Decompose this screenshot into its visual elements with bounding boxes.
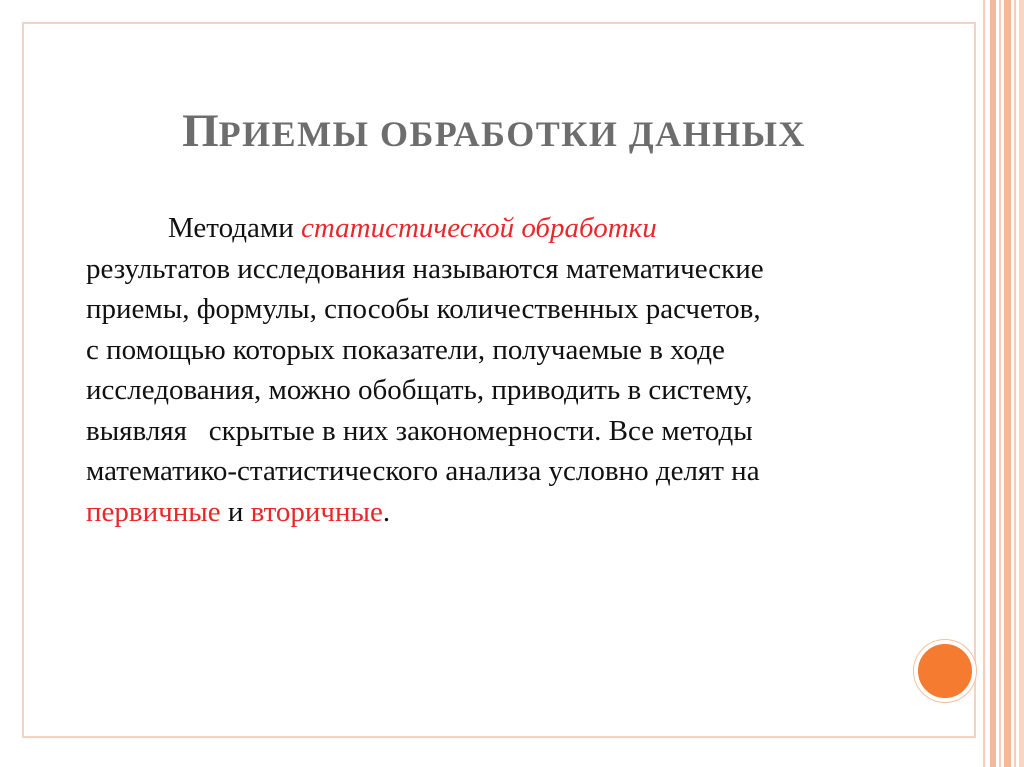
body-paragraph: [86, 208, 906, 532]
content-frame: [22, 22, 976, 738]
body-line-7: математико-статистического анализа условно делят на: [86, 455, 760, 487]
decor-stripe: [990, 0, 996, 767]
body-line-4: с помощью которых показатели, получаемые в ходе: [86, 333, 725, 366]
body-line-2: результатов исследования называются математические: [86, 252, 764, 285]
body-text-run: и: [220, 495, 251, 528]
decor-stripe: [983, 0, 985, 767]
body-text-run: .: [382, 495, 391, 528]
decor-stripe: [1019, 0, 1024, 767]
decor-stripe: [1004, 0, 1011, 767]
highlight-term: статистической обработки: [300, 212, 657, 244]
highlight-primary: первичные: [86, 495, 221, 528]
body-line-8: [86, 492, 906, 533]
body-line-3: приемы, формулы, способы количественных расчетов,: [86, 293, 761, 325]
body-text-run: Методами: [168, 212, 301, 244]
body-line-5: исследования, можно обобщать, приводить в систему,: [86, 374, 753, 406]
decor-circle: [914, 640, 976, 702]
body-line-6: выявляя скрытые в них закономерности. Все методы: [86, 414, 753, 447]
slide-title: [24, 106, 964, 158]
decor-stripe: [1014, 0, 1016, 767]
title-initial: П: [182, 105, 219, 157]
decor-stripe: [999, 0, 1001, 767]
title-rest: РИЕМЫ ОБРАБОТКИ ДАННЫХ: [218, 114, 806, 154]
body-line-1: [86, 208, 906, 249]
highlight-secondary: вторичные: [250, 495, 383, 528]
